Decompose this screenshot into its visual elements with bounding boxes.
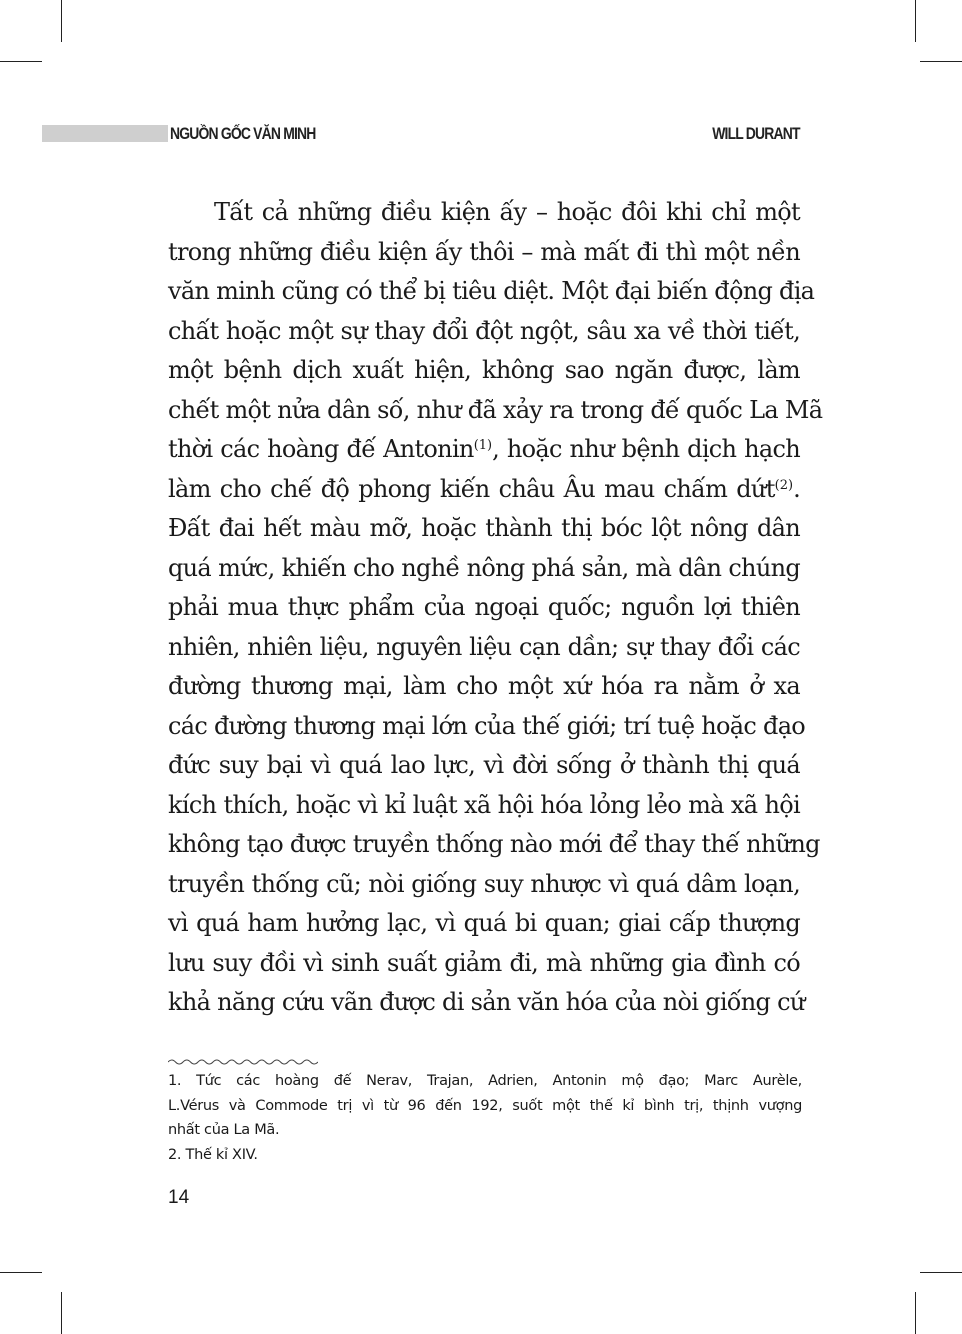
text-line: Đất đai hết màu mỡ, hoặc thành thị bóc lột nông dân bbox=[168, 514, 800, 542]
footnotes bbox=[168, 1069, 802, 1167]
text-segment: . bbox=[793, 474, 800, 503]
text-segment: thời các hoàng đế Antonin bbox=[168, 435, 474, 463]
text-line: văn minh cũng có thể bị tiêu diệt. Một đại biến động địa bbox=[168, 277, 815, 305]
text-line: chất hoặc một sự thay đổi đột ngột, sâu xa về thời tiết, bbox=[168, 316, 800, 345]
text-line: các đường thương mại lớn của thế giới; trí tuệ hoặc đạo bbox=[168, 711, 806, 740]
crop-mark bbox=[915, 1292, 916, 1334]
text-line: trong những điều kiện ấy thôi – mà mất đi thì một nền bbox=[168, 237, 800, 266]
text-line bbox=[168, 430, 800, 470]
footnote-ref-2: (2) bbox=[774, 477, 794, 493]
crop-mark bbox=[0, 1272, 42, 1273]
body-paragraph bbox=[168, 193, 823, 1023]
text-line: kích thích, hoặc vì kỉ luật xã hội hóa lỏng lẻo mà xã hội bbox=[168, 790, 800, 819]
text-line: truyền thống cũ; nòi giống suy nhược vì quá dâm loạn, bbox=[168, 869, 800, 898]
text-line bbox=[168, 470, 800, 510]
footnote-separator bbox=[168, 1058, 318, 1066]
footnote-line: 2. Thế kỉ XIV. bbox=[168, 1146, 258, 1163]
crop-mark bbox=[920, 61, 962, 62]
text-line: nhiên, nhiên liệu, nguyên liệu cạn dần; sự thay đổi các bbox=[168, 632, 800, 661]
crop-mark bbox=[0, 61, 42, 62]
crop-mark bbox=[915, 0, 916, 42]
text-line: đường thương mại, làm cho một xứ hóa ra nằm ở xa bbox=[168, 672, 800, 700]
text-line: khả năng cứu vãn được di sản văn hóa của nòi giống cứ bbox=[168, 988, 805, 1016]
page-number: 14 bbox=[168, 1187, 190, 1208]
text-line: phải mua thực phẩm của ngoại quốc; nguồn lợi thiên bbox=[168, 593, 800, 621]
footnote-line: 1. Tức các hoàng đế Nerav, Trajan, Adrien, Antonin mộ đạo; Marc Aurèle, bbox=[168, 1073, 802, 1089]
footnote-ref-1: (1) bbox=[473, 438, 493, 453]
text-line: Tất cả những điều kiện ấy – hoặc đôi khi chỉ một bbox=[214, 198, 800, 226]
text-line: một bệnh dịch xuất hiện, không sao ngăn được, làm bbox=[168, 356, 800, 384]
text-line: vì quá ham hưởng lạc, vì quá bi quan; giai cấp thượng bbox=[168, 909, 800, 937]
footnote-line: nhất của La Mã. bbox=[168, 1122, 280, 1138]
crop-mark bbox=[920, 1272, 962, 1273]
text-line: chết một nửa dân số, như đã xảy ra trong đế quốc La Mã bbox=[168, 395, 823, 424]
text-line: lưu suy đồi vì sinh suất giảm đi, mà những gia đình có bbox=[168, 948, 800, 977]
text-segment: , hoặc như bệnh dịch hạch bbox=[492, 435, 800, 463]
text-segment: làm cho chế độ phong kiến châu Âu mau chấm dứt bbox=[168, 474, 775, 503]
text-line: không tạo được truyền thống nào mới để thay thế những bbox=[168, 830, 820, 858]
running-header-author: WILL DURANT bbox=[712, 124, 800, 143]
running-header-title: NGUỒN GỐC VĂN MINH bbox=[170, 124, 316, 143]
text-line: đức suy bại vì quá lao lực, vì đời sống ở thành thị quá bbox=[168, 751, 800, 779]
crop-mark bbox=[61, 1292, 62, 1334]
text-line: quá mức, khiến cho nghề nông phá sản, mà dân chúng bbox=[168, 553, 800, 582]
footnote-line: L.Vérus và Commode trị vì từ 96 đến 192, suốt một thế kỉ bình trị, thịnh vượng bbox=[168, 1097, 802, 1114]
crop-mark bbox=[61, 0, 62, 42]
header-bar bbox=[42, 125, 168, 142]
